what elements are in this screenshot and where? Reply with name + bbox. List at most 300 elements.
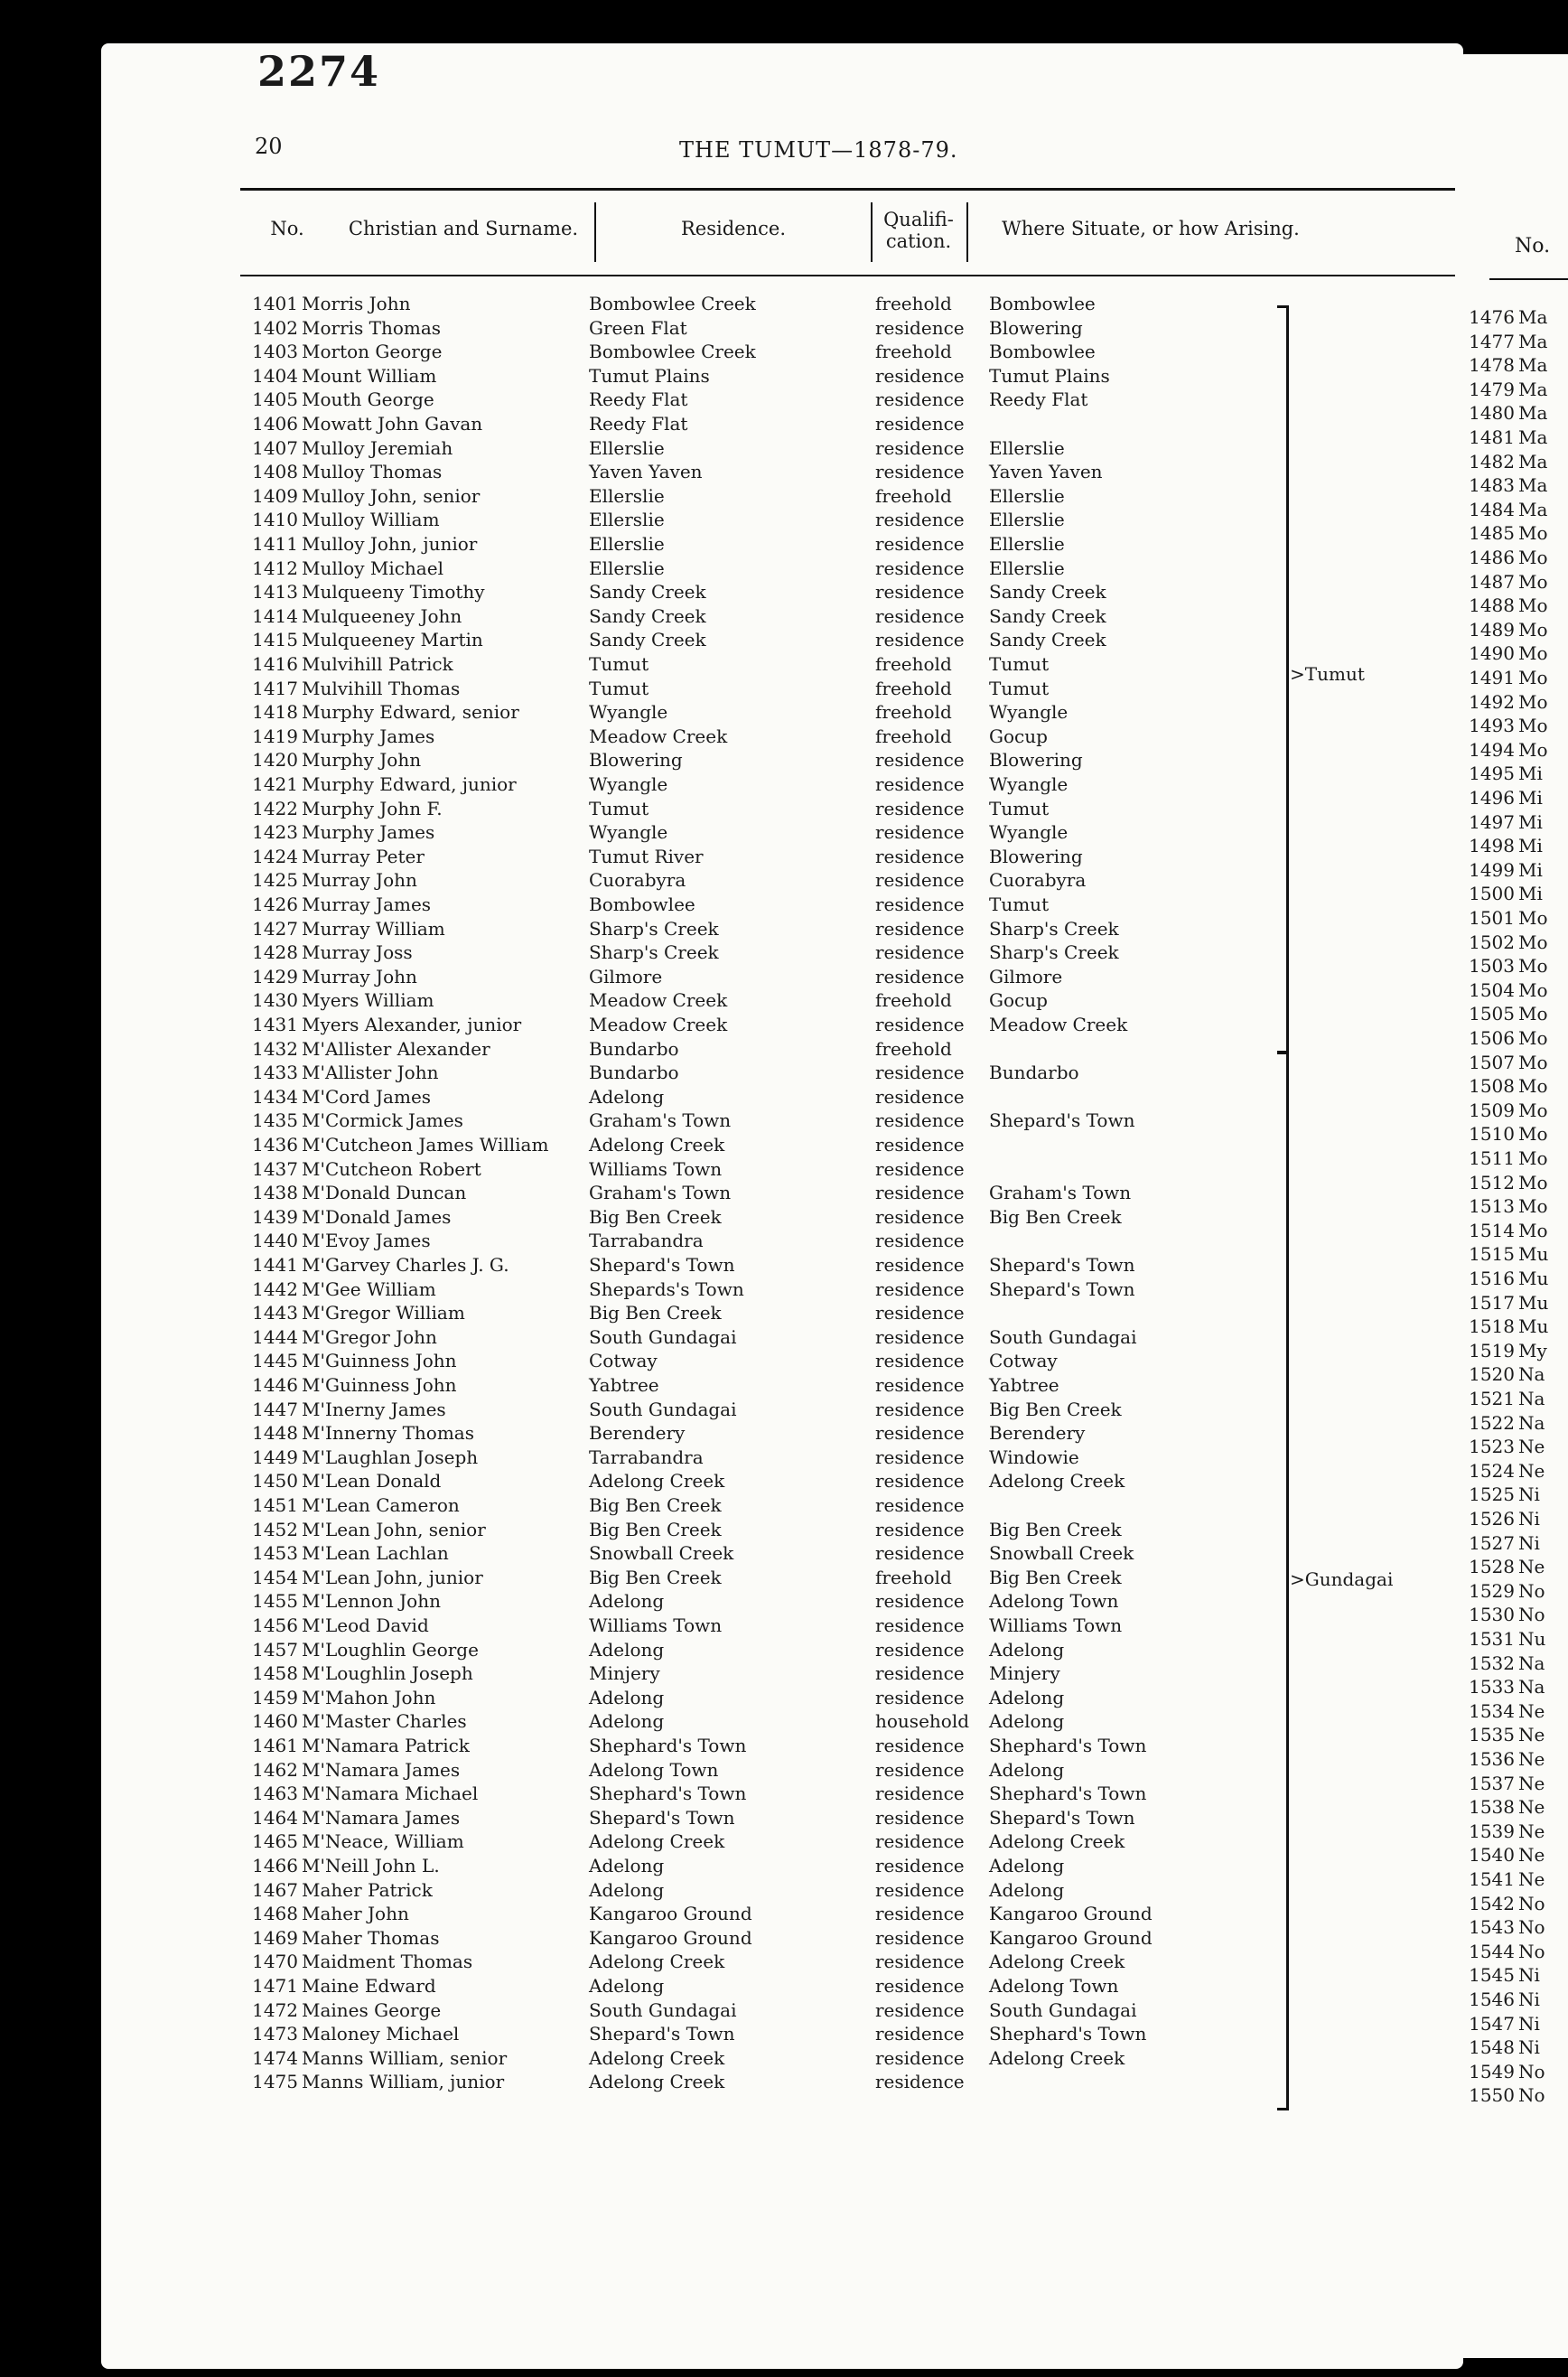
facing-name-fragment: Ni [1518, 2012, 1540, 2035]
facing-entry-number: 1521 [1469, 1388, 1515, 1409]
entry-number: 1431 [252, 1014, 298, 1035]
table-row [101, 652, 1463, 676]
qualification: residence [875, 941, 965, 964]
facing-row [1455, 1242, 1568, 1266]
residence: Meadow Creek [589, 725, 728, 747]
where-situate: Bundarbo [989, 1062, 1079, 1084]
facing-name-fragment: Mo [1518, 1027, 1548, 1049]
entry-number: 1404 [252, 364, 298, 387]
table-row [101, 820, 1463, 844]
entry-number: 1436 [252, 1134, 298, 1156]
facing-header-rule [1489, 278, 1568, 280]
qualification: freehold [875, 677, 952, 699]
qualification: residence [875, 629, 965, 651]
facing-name-fragment: Mo [1518, 1003, 1548, 1025]
table-row [101, 1902, 1463, 1925]
residence: Snowball Creek [589, 1542, 734, 1565]
where-situate: Ellerslie [989, 509, 1065, 531]
where-situate: Adelong [989, 1758, 1065, 1781]
table-row [101, 1157, 1463, 1181]
qualification: residence [875, 1614, 965, 1636]
facing-name-fragment: Mo [1518, 1147, 1548, 1169]
where-situate: Wyangle [989, 821, 1069, 844]
facing-name-fragment: Mo [1518, 1195, 1548, 1218]
elector-name: M'Guinness John [302, 1350, 457, 1372]
where-situate: Adelong Town [989, 1590, 1119, 1613]
qualification: residence [875, 1735, 965, 1756]
residence: Tumut [589, 797, 649, 819]
facing-row [1455, 810, 1568, 834]
qualification: residence [875, 1134, 965, 1156]
group-bracket-gundagai [1277, 1052, 1289, 2110]
facing-row [1455, 1002, 1568, 1025]
residence: South Gundagai [589, 1998, 737, 2021]
elector-name: Maloney Michael [302, 2023, 460, 2045]
facing-row [1455, 931, 1568, 954]
facing-row [1455, 906, 1568, 930]
facing-entry-number: 1491 [1469, 667, 1515, 688]
facing-row [1455, 2083, 1568, 2107]
facing-name-fragment: Ma [1518, 426, 1548, 448]
facing-entry-number: 1489 [1469, 618, 1515, 641]
elector-name: M'Namara James [302, 1758, 461, 1781]
facing-entry-number: 1504 [1469, 978, 1515, 1001]
where-situate: Snowball Creek [989, 1542, 1134, 1565]
entry-number: 1463 [252, 1783, 298, 1805]
entry-number: 1423 [252, 821, 298, 844]
facing-entry-number: 1532 [1469, 1652, 1515, 1674]
elector-name: Murray William [302, 917, 445, 940]
qualification: residence [875, 1926, 965, 1949]
facing-entry-number: 1495 [1469, 763, 1515, 785]
facing-row [1455, 1627, 1568, 1651]
residence: Reedy Flat [589, 413, 688, 435]
qualification: freehold [875, 484, 952, 507]
qualification: residence [875, 1182, 965, 1204]
where-situate: Graham's Town [989, 1182, 1132, 1204]
where-situate: Sandy Creek [989, 629, 1106, 651]
where-situate: Adelong Creek [989, 1830, 1125, 1853]
facing-name-fragment: No [1518, 2084, 1545, 2107]
residence: Adelong [589, 1855, 665, 1876]
facing-name-fragment: Ma [1518, 450, 1548, 473]
facing-row [1455, 1122, 1568, 1146]
elector-name: M'Lean Cameron [302, 1494, 460, 1516]
facing-name-fragment: Mo [1518, 931, 1548, 953]
elector-name: Murphy John [302, 749, 422, 772]
facing-entry-number: 1517 [1469, 1291, 1515, 1314]
residence: Tumut Plains [589, 364, 710, 387]
residence: Tumut [589, 677, 649, 699]
elector-name: Maher John [302, 1903, 409, 1925]
elector-name: Mulqueeny Timothy [302, 581, 485, 604]
facing-entry-number: 1486 [1469, 547, 1515, 568]
page-number: 20 [255, 134, 283, 159]
table-row [101, 557, 1463, 580]
elector-name: M'Inerny James [302, 1398, 446, 1420]
elector-name: Maine Edward [302, 1975, 436, 1997]
elector-name: M'Leod David [302, 1614, 429, 1636]
table-row [101, 1109, 1463, 1132]
facing-row [1455, 618, 1568, 641]
entry-number: 1440 [252, 1230, 298, 1252]
facing-entry-number: 1509 [1469, 1099, 1515, 1121]
facing-name-fragment: Ma [1518, 354, 1548, 377]
where-situate: Big Ben Creek [989, 1398, 1122, 1420]
facing-name-fragment: Ma [1518, 378, 1548, 400]
facing-entry-number: 1523 [1469, 1436, 1515, 1458]
residence: Graham's Town [589, 1182, 732, 1204]
facing-row [1455, 305, 1568, 329]
facing-entry-number: 1519 [1469, 1339, 1515, 1362]
table-row [101, 1998, 1463, 2022]
where-situate: Sharp's Creek [989, 917, 1119, 940]
facing-row [1455, 1988, 1568, 2011]
elector-name: Maher Thomas [302, 1926, 440, 1949]
entry-number: 1422 [252, 797, 298, 819]
table-row [101, 868, 1463, 892]
where-situate: Shepard's Town [989, 1277, 1135, 1300]
residence: Shepards's Town [589, 1277, 744, 1300]
table-row [101, 1446, 1463, 1469]
elector-name: M'Lean Lachlan [302, 1542, 449, 1565]
facing-name-fragment: Ni [1518, 1989, 1540, 2010]
residence: Reedy Flat [589, 388, 688, 411]
facing-name-fragment: Mi [1518, 835, 1543, 857]
qualification: freehold [875, 1037, 952, 1060]
facing-name-fragment: Ma [1518, 474, 1548, 497]
entry-number: 1419 [252, 725, 298, 747]
elector-name: Mulloy John, junior [302, 533, 478, 555]
facing-name-fragment: No [1518, 1604, 1545, 1626]
facing-entry-number: 1525 [1469, 1483, 1515, 1506]
qualification: residence [875, 1951, 965, 1973]
elector-name: M'Guinness John [302, 1374, 457, 1396]
facing-entry-number: 1531 [1469, 1628, 1515, 1650]
qualification: residence [875, 1470, 965, 1493]
elector-name: M'Loughlin George [302, 1638, 479, 1661]
elector-name: Maidment Thomas [302, 1951, 473, 1973]
facing-name-fragment: Mi [1518, 858, 1543, 881]
table-row [101, 772, 1463, 796]
facing-entry-number: 1541 [1469, 1868, 1515, 1890]
facing-row [1455, 1723, 1568, 1746]
table-row [101, 1589, 1463, 1613]
table-row [101, 1277, 1463, 1301]
residence: Ellerslie [589, 533, 665, 555]
where-situate: Reedy Flat [989, 388, 1088, 411]
facing-row [1455, 1699, 1568, 1723]
table-row [101, 748, 1463, 772]
facing-entry-number: 1476 [1469, 306, 1515, 328]
table-row [101, 388, 1463, 411]
facing-entry-number: 1477 [1469, 330, 1515, 352]
table-row [101, 628, 1463, 651]
facing-entry-number: 1536 [1469, 1748, 1515, 1770]
facing-entry-number: 1550 [1469, 2084, 1515, 2107]
where-situate: Shephard's Town [989, 2023, 1147, 2045]
where-situate: Adelong [989, 1686, 1065, 1708]
facing-row [1455, 786, 1568, 809]
facing-name-fragment: Mo [1518, 1171, 1548, 1193]
where-situate: Yaven Yaven [989, 461, 1103, 483]
facing-name-fragment: Na [1518, 1652, 1545, 1674]
table-row [101, 1518, 1463, 1541]
table-row [101, 1398, 1463, 1421]
where-situate: South Gundagai [989, 1998, 1137, 2021]
facing-entry-number: 1499 [1469, 858, 1515, 881]
facing-entry-number: 1503 [1469, 955, 1515, 978]
residence: Adelong Creek [589, 1134, 725, 1156]
table-row [101, 1830, 1463, 1853]
facing-row [1455, 521, 1568, 545]
table-row [101, 1013, 1463, 1036]
running-head: THE TUMUT—1878-79. [679, 137, 958, 163]
qualification: residence [875, 1085, 965, 1108]
entry-number: 1448 [252, 1422, 298, 1445]
elector-name: Myers William [302, 989, 434, 1012]
qualification: residence [875, 1422, 965, 1445]
facing-row [1455, 1963, 1568, 1987]
residence: Bombowlee [589, 894, 695, 915]
facing-entry-number: 1514 [1469, 1219, 1515, 1241]
elector-name: Myers Alexander, junior [302, 1014, 522, 1035]
facing-name-fragment: Mu [1518, 1243, 1549, 1266]
facing-entry-number: 1527 [1469, 1531, 1515, 1554]
entry-number: 1411 [252, 533, 298, 555]
facing-name-fragment: Mu [1518, 1268, 1549, 1289]
table-row [101, 436, 1463, 460]
qualification: residence [875, 2046, 965, 2069]
table-row [101, 1421, 1463, 1445]
facing-row [1455, 1483, 1568, 1506]
facing-row [1455, 330, 1568, 353]
elector-name: M'Donald Duncan [302, 1182, 467, 1204]
entry-number: 1447 [252, 1398, 298, 1420]
entry-number: 1452 [252, 1518, 298, 1540]
table-row [101, 1950, 1463, 1973]
header-no: No. [270, 218, 304, 239]
qualification: residence [875, 2071, 965, 2093]
elector-name: Mulvihill Patrick [302, 653, 453, 675]
where-situate: Blowering [989, 749, 1083, 772]
table-row [101, 941, 1463, 964]
facing-name-fragment: Mo [1518, 642, 1548, 665]
qualification: residence [875, 1830, 965, 1853]
entry-number: 1460 [252, 1710, 298, 1733]
elector-name: M'Evoy James [302, 1230, 431, 1252]
facing-row [1455, 1459, 1568, 1483]
elector-name: M'Gregor John [302, 1325, 437, 1348]
table-row [101, 532, 1463, 556]
elector-name: Morris John [302, 293, 411, 314]
qualification: residence [875, 1398, 965, 1420]
facing-row [1455, 378, 1568, 401]
facing-row [1455, 353, 1568, 377]
facing-name-fragment: Mu [1518, 1315, 1549, 1338]
elector-name: M'Lean John, senior [302, 1518, 486, 1540]
table-row [101, 484, 1463, 508]
qualification: residence [875, 1325, 965, 1348]
facing-name-fragment: Mo [1518, 1099, 1548, 1121]
elector-name: M'Cutcheon Robert [302, 1157, 481, 1180]
entry-number: 1443 [252, 1302, 298, 1324]
facing-row [1455, 858, 1568, 882]
header-divider [966, 202, 968, 262]
facing-entry-number: 1490 [1469, 642, 1515, 665]
qualification: residence [875, 604, 965, 627]
residence: Big Ben Creek [589, 1566, 722, 1588]
facing-entry-number: 1487 [1469, 570, 1515, 593]
elector-name: M'Lennon John [302, 1590, 441, 1613]
facing-name-fragment: Ne [1518, 1844, 1545, 1867]
facing-row [1455, 2060, 1568, 2083]
where-situate: Adelong [989, 1878, 1065, 1901]
group-label-gundagai: >Gundagai [1290, 1568, 1394, 1590]
elector-name: M'Namara James [302, 1806, 461, 1829]
table-row [101, 965, 1463, 988]
facing-name-fragment: Mo [1518, 594, 1548, 617]
facing-row [1455, 1747, 1568, 1771]
table-row [101, 2022, 1463, 2045]
table-row [101, 340, 1463, 363]
entry-number: 1441 [252, 1254, 298, 1276]
where-situate: Tumut [989, 894, 1050, 915]
qualification: residence [875, 413, 965, 435]
facing-row [1455, 978, 1568, 1002]
residence: Bundarbo [589, 1037, 679, 1060]
qualification: residence [875, 1590, 965, 1613]
residence: Adelong [589, 1085, 665, 1108]
entry-number: 1433 [252, 1062, 298, 1084]
entry-number: 1473 [252, 2023, 298, 2045]
facing-name-fragment: Ne [1518, 1724, 1545, 1746]
qualification: residence [875, 1975, 965, 1997]
facing-entry-number: 1534 [1469, 1699, 1515, 1722]
facing-name-fragment: Mo [1518, 1219, 1548, 1241]
facing-entry-number: 1481 [1469, 426, 1515, 448]
facing-name-fragment: Ne [1518, 1820, 1545, 1842]
facing-row [1455, 1940, 1568, 1963]
table-row [101, 1734, 1463, 1757]
facing-name-fragment: Ne [1518, 1868, 1545, 1890]
qualification: residence [875, 845, 965, 867]
elector-name: M'Master Charles [302, 1710, 467, 1733]
facing-entry-number: 1543 [1469, 1916, 1515, 1939]
entry-number: 1444 [252, 1325, 298, 1348]
residence: Adelong Creek [589, 1470, 725, 1493]
facing-name-fragment: Ma [1518, 306, 1548, 328]
table-row [101, 1493, 1463, 1517]
qualification: freehold [875, 989, 952, 1012]
facing-entry-number: 1546 [1469, 1989, 1515, 2010]
facing-name-fragment: Mo [1518, 690, 1548, 713]
facing-row [1455, 546, 1568, 569]
facing-entry-number: 1510 [1469, 1123, 1515, 1146]
residence: Blowering [589, 749, 683, 772]
qualification: freehold [875, 701, 952, 724]
entry-number: 1445 [252, 1350, 298, 1372]
qualification: residence [875, 436, 965, 459]
elector-name: Mulqueeney Martin [302, 629, 483, 651]
elector-name: Murphy Edward, senior [302, 701, 519, 724]
elector-name: M'Laughlan Joseph [302, 1446, 479, 1468]
facing-row [1455, 1603, 1568, 1626]
entry-number: 1451 [252, 1494, 298, 1516]
facing-entry-number: 1483 [1469, 474, 1515, 497]
facing-entry-number: 1506 [1469, 1027, 1515, 1049]
where-situate: Cuorabyra [989, 869, 1087, 892]
table-row [101, 1638, 1463, 1661]
table-row [101, 1205, 1463, 1229]
qualification: residence [875, 1494, 965, 1516]
residence: Ellerslie [589, 436, 665, 459]
elector-name: Mowatt John Gavan [302, 413, 483, 435]
elector-name: Maines George [302, 1998, 442, 2021]
facing-row [1455, 1026, 1568, 1050]
entry-number: 1468 [252, 1903, 298, 1925]
facing-name-fragment: No [1518, 1892, 1545, 1914]
facing-row [1455, 401, 1568, 425]
elector-name: M'Lean John, junior [302, 1566, 483, 1588]
table-row [101, 1709, 1463, 1733]
entry-number: 1469 [252, 1926, 298, 1949]
facing-row [1455, 450, 1568, 473]
entry-number: 1415 [252, 629, 298, 651]
residence: Adelong Creek [589, 1830, 725, 1853]
residence: Adelong [589, 1878, 665, 1901]
entry-number: 1402 [252, 316, 298, 339]
entry-number: 1458 [252, 1662, 298, 1685]
table-row [101, 1061, 1463, 1084]
table-row [101, 1614, 1463, 1637]
residence: Adelong Town [589, 1758, 719, 1781]
header-divider [594, 202, 596, 262]
header-where: Where Situate, or how Arising. [1002, 218, 1300, 239]
facing-row [1455, 1531, 1568, 1555]
where-situate: Bombowlee [989, 293, 1096, 314]
entry-number: 1428 [252, 941, 298, 964]
facing-row [1455, 1555, 1568, 1578]
elector-name: Mulloy William [302, 509, 440, 531]
facing-entry-number: 1501 [1469, 907, 1515, 929]
entry-number: 1449 [252, 1446, 298, 1468]
entry-number: 1432 [252, 1037, 298, 1060]
facing-name-fragment: Mo [1518, 1051, 1548, 1073]
facing-entry-number: 1549 [1469, 2060, 1515, 2082]
entry-number: 1453 [252, 1542, 298, 1565]
qualification: residence [875, 1758, 965, 1781]
facing-name-fragment: Ma [1518, 330, 1548, 352]
where-situate: Sandy Creek [989, 581, 1106, 604]
facing-name-fragment: Mo [1518, 738, 1548, 761]
table-row [101, 1181, 1463, 1204]
residence: Adelong Creek [589, 2071, 725, 2093]
facing-row [1455, 1362, 1568, 1386]
elector-name: M'Neill John L. [302, 1855, 440, 1876]
elector-name: Mulqueeney John [302, 604, 462, 627]
residence: Wyangle [589, 701, 668, 724]
elector-name: Mount William [302, 364, 437, 387]
qualification: residence [875, 797, 965, 819]
facing-header-no: No. [1515, 235, 1551, 257]
facing-name-fragment: Mo [1518, 547, 1548, 568]
residence: Kangaroo Ground [589, 1903, 752, 1925]
facing-row [1455, 1146, 1568, 1170]
facing-name-fragment: Ne [1518, 1748, 1545, 1770]
residence: Meadow Creek [589, 1014, 728, 1035]
where-situate: Big Ben Creek [989, 1518, 1122, 1540]
